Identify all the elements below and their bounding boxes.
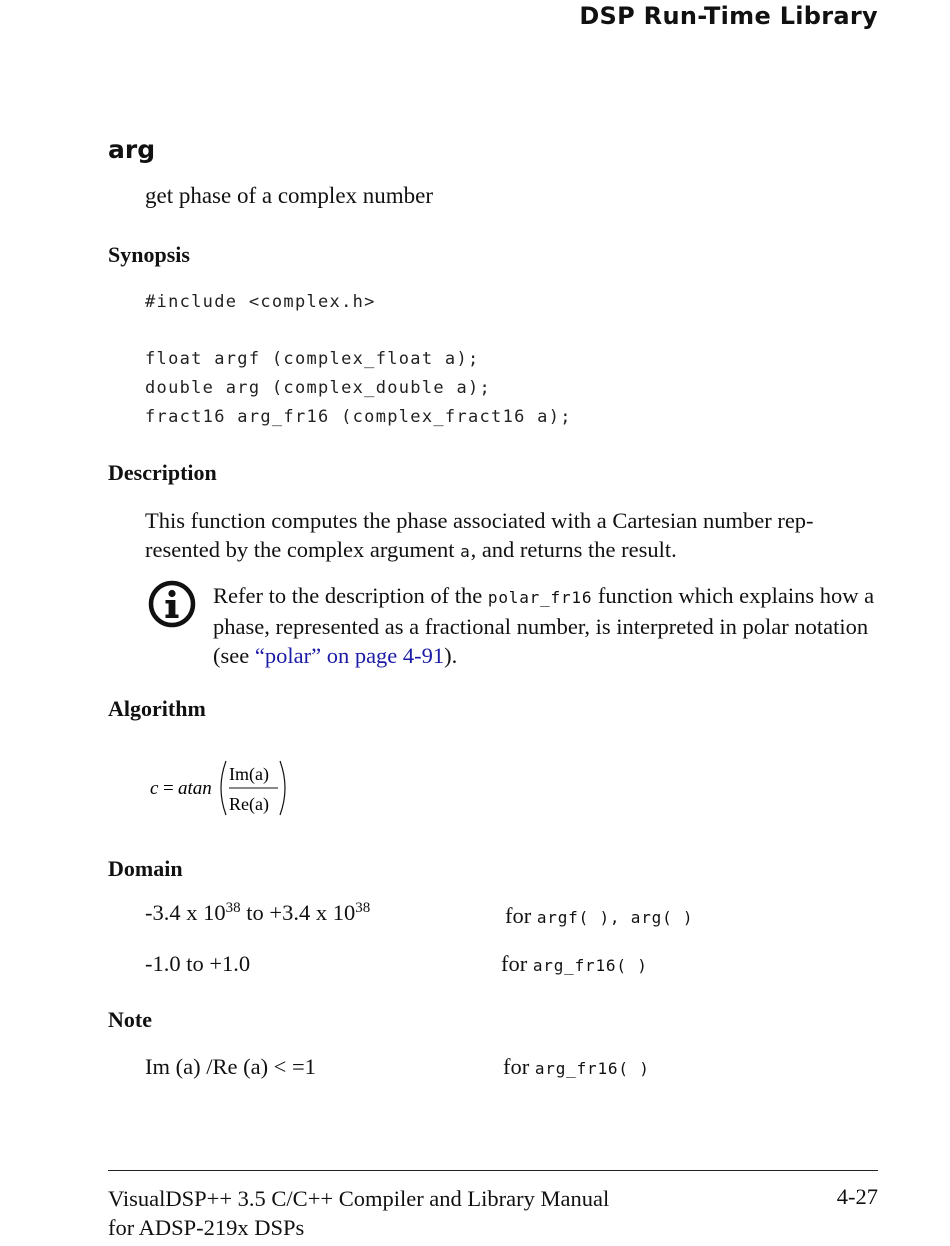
description-heading: Description — [108, 460, 217, 485]
range-low-exponent: 38 — [225, 900, 241, 916]
range-low: -3.4 x 10 — [145, 900, 226, 925]
running-header: DSP Run-Time Library — [579, 2, 878, 30]
domain-applies-fract — [501, 951, 648, 977]
for-label: for — [505, 903, 537, 928]
note-text-middle: function which explains how a phase, represented as a fractional number, is interpreted in polar notation (see — [213, 583, 875, 668]
for-label: for — [503, 1054, 535, 1079]
description-line-1: This function computes the phase associated with a Cartesian number rep- — [145, 508, 814, 533]
note-condition: Im (a) /Re (a) < =1 — [145, 1054, 316, 1079]
description-paragraph — [145, 506, 880, 566]
formula-numerator: Im(a) — [229, 764, 269, 784]
prototype-arg: double arg (complex_double a); — [145, 378, 492, 398]
synopsis-heading: Synopsis — [108, 242, 190, 267]
function-summary: get phase of a complex number — [145, 183, 434, 208]
note-text-end: ). — [444, 643, 458, 668]
note-heading: Note — [108, 1007, 152, 1032]
range-high-exponent: 38 — [355, 900, 371, 916]
footer-manual-title — [108, 1184, 609, 1242]
domain-range-fract: -1.0 to +1.0 — [145, 951, 251, 976]
argument-code: a — [460, 542, 471, 561]
polar-page-link[interactable]: “polar” on page 4-91 — [254, 643, 445, 668]
formula-denominator: Re(a) — [229, 794, 269, 814]
applies-functions: argf( ), arg( ) — [536, 908, 694, 927]
applies-functions: arg_fr16( ) — [534, 1059, 650, 1078]
description-line-2 — [145, 535, 880, 566]
algorithm-heading: Algorithm — [108, 696, 206, 721]
polar-fr16-code: polar_fr16 — [487, 588, 593, 607]
footer-line-2: for ADSP-219x DSPs — [108, 1215, 305, 1240]
description-text-end: , and returns the result. — [470, 537, 677, 562]
note-applies — [503, 1054, 650, 1080]
prototype-argf: float argf (complex_float a); — [145, 349, 480, 369]
function-name: arg — [108, 135, 156, 164]
formula-equals: = — [163, 778, 174, 799]
footer-rule — [108, 1170, 878, 1171]
info-note — [213, 581, 883, 670]
prototype-arg-fr16: fract16 arg_fr16 (complex_fract16 a); — [145, 407, 572, 427]
info-circle-icon — [147, 579, 197, 629]
formula-lhs: c — [150, 778, 159, 799]
domain-applies-float — [505, 903, 693, 929]
domain-range-float — [145, 900, 370, 926]
for-label: for — [501, 951, 533, 976]
note-text: Refer to the description of the — [213, 583, 488, 608]
domain-heading: Domain — [108, 856, 183, 881]
range-high: to +3.4 x 10 — [240, 900, 356, 925]
page-number: 4-27 — [836, 1184, 878, 1209]
include-line: #include <complex.h> — [145, 292, 376, 312]
description-text: resented by the complex argument — [145, 537, 461, 562]
algorithm-formula — [148, 758, 298, 818]
formula-function: atan — [178, 778, 212, 799]
footer-line-1: VisualDSP++ 3.5 C/C++ Compiler and Library Manual — [108, 1186, 610, 1211]
applies-functions: arg_fr16( ) — [532, 956, 648, 975]
